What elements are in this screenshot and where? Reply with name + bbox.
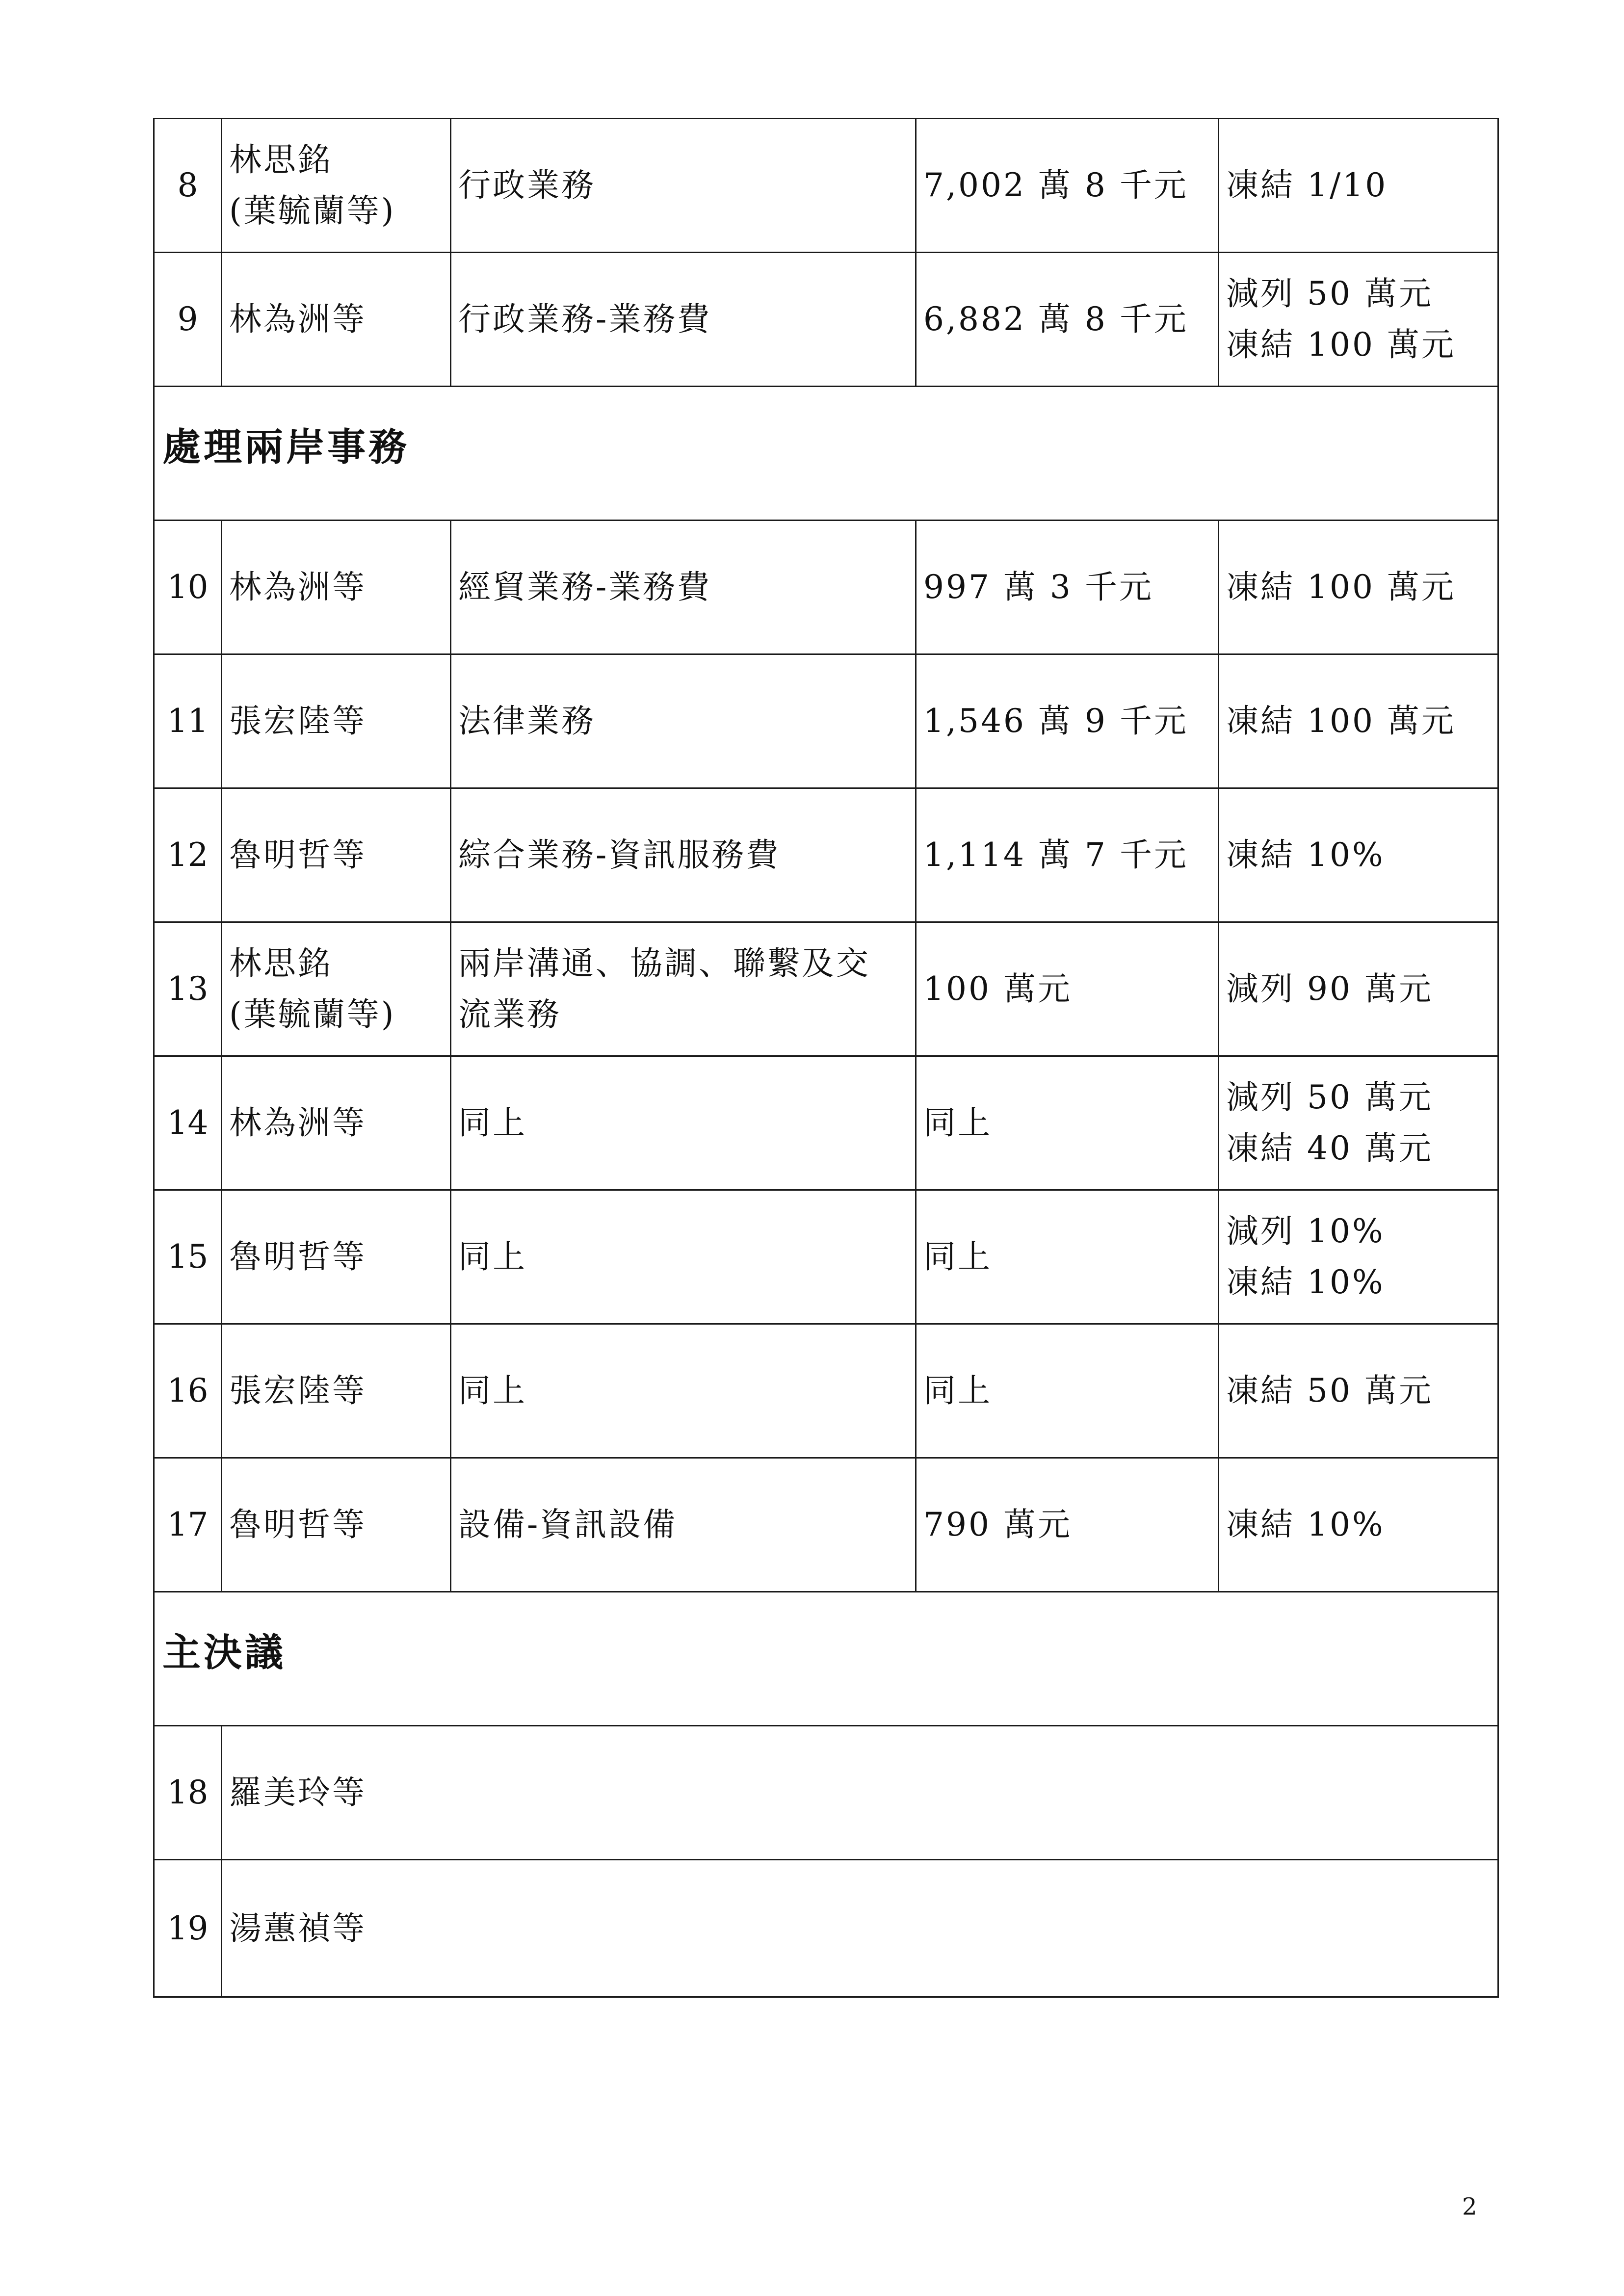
row-number: 10 [154,521,222,654]
budget-item-cell: 同上 [451,1056,916,1190]
budget-item-cell: 綜合業務-資訊服務費 [451,788,916,922]
budget-amount-cell: 7,002 萬 8 千元 [916,119,1219,253]
proposer-cell: 魯明哲等 [222,1190,451,1324]
row-number: 8 [154,119,222,253]
proposer-cell: 林為洲等 [222,253,451,387]
table-row [154,922,1498,1056]
budget-item-cell: 法律業務 [451,654,916,788]
decision-cell: 凍結 100 萬元 [1219,654,1498,788]
table-row [154,119,1498,253]
budget-amount-cell: 6,882 萬 8 千元 [916,253,1219,387]
budget-amount-cell: 同上 [916,1324,1219,1458]
table-row [154,521,1498,654]
row-number: 11 [154,654,222,788]
table-row [154,1458,1498,1592]
decision-cell: 減列 10% 凍結 10% [1219,1190,1498,1324]
proposer-cell: 魯明哲等 [222,788,451,922]
proposer-cell: 張宏陸等 [222,654,451,788]
table-row [154,1324,1498,1458]
budget-amount-cell: 790 萬元 [916,1458,1219,1592]
row-number: 17 [154,1458,222,1592]
table-row [154,1056,1498,1190]
budget-item-cell: 行政業務-業務費 [451,253,916,387]
decision-cell: 減列 90 萬元 [1219,922,1498,1056]
row-number: 16 [154,1324,222,1458]
proposer-cell: 湯蕙禎等 [222,1860,1498,1997]
budget-amount-cell: 100 萬元 [916,922,1219,1056]
section-heading: 主決議 [154,1592,1498,1726]
budget-item-cell: 經貿業務-業務費 [451,521,916,654]
table-row [154,1190,1498,1324]
row-number: 12 [154,788,222,922]
table-row [154,654,1498,788]
section-row [154,387,1498,521]
table-row [154,788,1498,922]
proposer-cell: 林為洲等 [222,1056,451,1190]
table-row [154,1726,1498,1860]
proposer-cell: 魯明哲等 [222,1458,451,1592]
budget-amount-cell: 997 萬 3 千元 [916,521,1219,654]
decision-cell: 凍結 100 萬元 [1219,521,1498,654]
budget-item-cell: 行政業務 [451,119,916,253]
budget-resolution-table [153,118,1499,1998]
decision-cell: 凍結 10% [1219,1458,1498,1592]
budget-amount-cell: 同上 [916,1056,1219,1190]
decision-cell: 凍結 10% [1219,788,1498,922]
budget-item-cell: 兩岸溝通、協調、聯繫及交 流業務 [451,922,916,1056]
decision-cell: 凍結 1/10 [1219,119,1498,253]
row-number: 15 [154,1190,222,1324]
row-number: 13 [154,922,222,1056]
row-number: 19 [154,1860,222,1997]
table-row [154,253,1498,387]
table-row [154,1860,1498,1997]
proposer-cell: 林為洲等 [222,521,451,654]
section-row [154,1592,1498,1726]
page-number: 2 [1462,2193,1477,2220]
budget-item-cell: 同上 [451,1324,916,1458]
row-number: 18 [154,1726,222,1860]
budget-item-cell: 同上 [451,1190,916,1324]
proposer-cell: 羅美玲等 [222,1726,1498,1860]
proposer-cell: 林思銘 (葉毓蘭等) [222,119,451,253]
budget-amount-cell: 1,114 萬 7 千元 [916,788,1219,922]
decision-cell: 凍結 50 萬元 [1219,1324,1498,1458]
row-number: 14 [154,1056,222,1190]
proposer-cell: 張宏陸等 [222,1324,451,1458]
proposer-cell: 林思銘 (葉毓蘭等) [222,922,451,1056]
decision-cell: 減列 50 萬元 凍結 100 萬元 [1219,253,1498,387]
budget-amount-cell: 同上 [916,1190,1219,1324]
row-number: 9 [154,253,222,387]
budget-item-cell: 設備-資訊設備 [451,1458,916,1592]
section-heading: 處理兩岸事務 [154,387,1498,521]
budget-amount-cell: 1,546 萬 9 千元 [916,654,1219,788]
decision-cell: 減列 50 萬元 凍結 40 萬元 [1219,1056,1498,1190]
